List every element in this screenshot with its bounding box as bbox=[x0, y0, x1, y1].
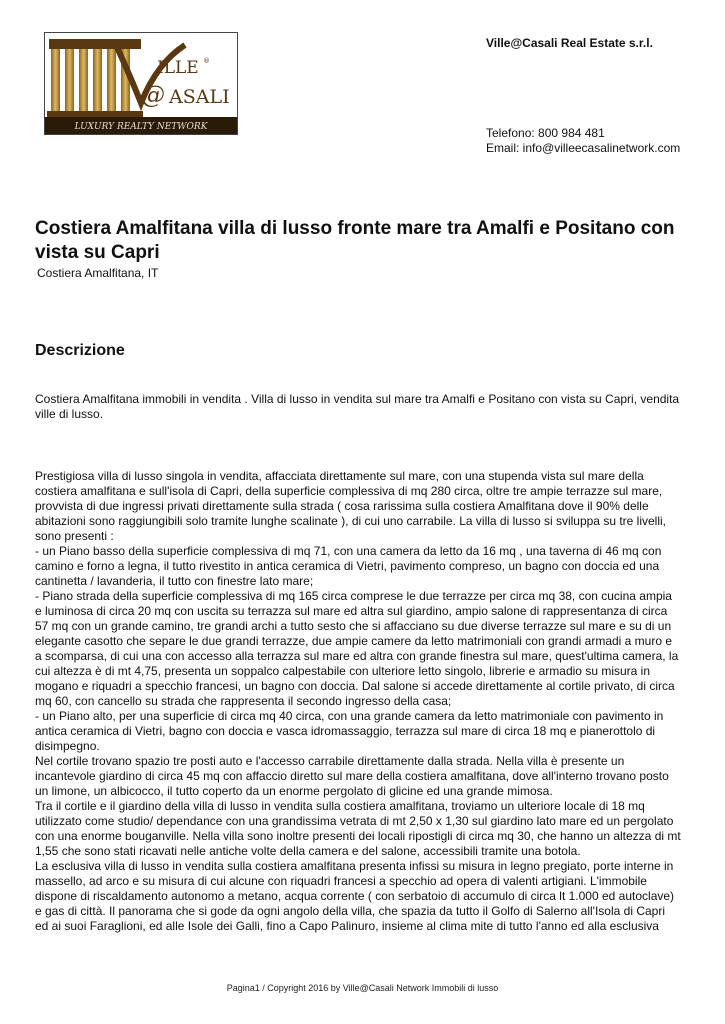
company-logo bbox=[44, 32, 238, 135]
description-line: disimpegno. bbox=[35, 739, 100, 753]
description-line: Nel cortile trovano spazio tre posti auto e l'accesso carrabile direttamente dalla strada. Nella villa è presente un bbox=[35, 754, 625, 768]
description-line: - un Piano basso della superficie complessiva di mq 71, con una camera da letto da 16 mq , una taverna di 46 mq con bbox=[35, 544, 662, 558]
logo-at-sign: @ bbox=[141, 81, 165, 109]
description-line: provvista di due ingressi privati direttamente sulla strada ( cosa rarissima sulla costiera Amalfitana dove il 90% delle bbox=[35, 499, 649, 513]
description-line: ed ai suoi Faraglioni, ed alle Isole dei Galli, fino a Capo Palinuro, insieme al clima mite di tutto l'anno ed alla esclusiva bbox=[35, 919, 659, 933]
description-line: massello, ad arco e su misura di cui alcune con riquadri francesi a specchio ad opera di valenti artigiani. L'immobile bbox=[35, 874, 647, 888]
description-line: utilizzato come studio/ dependance con una grandissima vetrata di mt 2,50 x 1,30 sul giardino lato mare ed un pergolato bbox=[35, 814, 674, 828]
colonnade-roof bbox=[49, 39, 141, 49]
description-line: cui altezza è di mt 4,75, presenta un soppalco calpestabile con ulteriore letto singolo, librerie e armadio su misura in bbox=[35, 664, 650, 678]
column-4 bbox=[93, 49, 102, 113]
description-line: con una enorme bouganville. Nella villa sono inoltre presenti dei locali ripostigli di circa mq 30, che hanno un altezza di mt bbox=[35, 829, 681, 843]
listing-title: Costiera Amalfitana villa di lusso fronte mare tra Amalfi e Positano con vista su Capri bbox=[35, 218, 675, 263]
description-line: - Piano strada della superficie complessiva di mq 165 circa comprese le due terrazze per circa mq 38, con cucina ampia bbox=[35, 589, 672, 603]
column-5 bbox=[107, 49, 116, 113]
email-address: Email: info@villeecasalinetwork.com bbox=[486, 141, 681, 155]
logo-text-top: ILLE bbox=[157, 58, 199, 78]
description-line: - un Piano alto, per una superficie di circa mq 40 circa, con una grande camera da letto matrimoniale con pavimento in bbox=[35, 709, 664, 723]
contact-block bbox=[486, 126, 680, 156]
logo-registered-mark: ® bbox=[203, 57, 210, 65]
description-line: 1,55 che sono stati ricavati nelle antiche volte della camera e del salone, accessibili tramite una botola. bbox=[35, 844, 581, 858]
description-line: e luminosa di circa 20 mq con uscita su terrazza sul mare ed altra sul giardino, ampio salone di rappresentanza di circa bbox=[35, 604, 668, 618]
description-line: mogano e riquadri a specchio francesi, un bagno con doccia. Dal salone si accede direttamente al cortile privato, di circa bbox=[35, 679, 675, 693]
description-line: e gas di città. Il panorama che si gode da ogni angolo della villa, che spazia da tutto il Golfo di Salerno all'Isola di Capri bbox=[35, 904, 665, 918]
description-heading: Descrizione bbox=[35, 342, 125, 359]
company-name: Ville@Casali Real Estate s.r.l. bbox=[486, 36, 653, 50]
colonnade-base bbox=[47, 111, 143, 117]
description-line: mq 60, con cancello su strada che rappresenta il secondo ingresso della casa; bbox=[35, 694, 452, 708]
column-1 bbox=[51, 49, 60, 113]
description-line: a scomparsa, di cui una con accesso alla terrazza sul mare ed altra con grande finestra sul mare, quest'ultima camera, la bbox=[35, 649, 679, 663]
page-footer: Pagina1 / Copyright 2016 by Ville@Casali Network Immobili di lusso bbox=[226, 983, 499, 993]
description-line: sono presenti : bbox=[35, 529, 114, 543]
description-line: La esclusiva villa di lusso in vendita sulla costiera amalfitana presenta infissi su misura in legno pregiato, porte interne in bbox=[35, 859, 674, 873]
description-line: elegante casotto che separe le due grandi terrazze, due ampie camere da letto matrimoniali con grandi armadi a muro e bbox=[35, 634, 673, 648]
description-line: Prestigiosa villa di lusso singola in vendita, affacciata direttamente sul mare, con una stupenda vista sul mare della bbox=[35, 469, 644, 483]
description-line: incantevole giardino di circa 45 mq con affaccio diretto sul mare della costiera amalfitana, dove all'interno trovano posto bbox=[35, 769, 669, 783]
description-line: cantinetta / lavanderia, il tutto con finestre lato mare; bbox=[35, 574, 314, 588]
description-line: abitazioni sono raggiungibili solo tramite lunghe scalinate ), di cui uno carrabile. La villa di lusso si sviluppa su tre livelli, bbox=[35, 514, 666, 528]
description-body bbox=[35, 469, 693, 934]
description-line: costiera amalfitana e sull'isola di Capri, della superficie complessiva di mq 280 circa, oltre tre ampie terrazze sul mare, bbox=[35, 484, 663, 498]
logo-tagline: LUXURY REALTY NETWORK bbox=[74, 122, 208, 132]
description-line: un limone, un albicocco, il tutto coperto da un enorme pergolato di glicine ed una grande mimosa. bbox=[35, 784, 553, 798]
description-line: dispone di riscaldamento autonomo a metano, acqua corrente ( con serbatoio di accumulo di circa lt 1.000 ed autoclave) bbox=[35, 889, 675, 903]
phone-number: Telefono: 800 984 481 bbox=[486, 126, 605, 140]
column-3 bbox=[79, 49, 88, 113]
column-2 bbox=[65, 49, 74, 113]
logo-graphic bbox=[45, 33, 237, 134]
description-intro: Costiera Amalfitana immobili in vendita . Villa di lusso in vendita sul mare tra Amalfi e Positano con vista su Capri, vendita ville di lusso. bbox=[35, 392, 680, 421]
description-line: antica ceramica di Vietri, bagno con doccia e vasca idromassaggio, terrazza sul mare di circa 18 mq e pianerottolo di bbox=[35, 724, 656, 738]
listing-location: Costiera Amalfitana, IT bbox=[37, 266, 159, 280]
description-line: 57 mq con un grande camino, tre grandi archi a tutto sesto che si affacciano su due diverse terrazze sul mare e su di un bbox=[35, 619, 672, 633]
logo-text-bottom: ASALI bbox=[169, 86, 230, 108]
description-line: Tra il cortile e il giardino della villa di lusso in vendita sulla costiera amalfitana, troviamo un ulteriore locale di 18 mq bbox=[35, 799, 645, 813]
description-line: camino e forno a legna, il tutto rivestito in antica ceramica di Vietri, pavimento compreso, un bagno con doccia ed una bbox=[35, 559, 660, 573]
